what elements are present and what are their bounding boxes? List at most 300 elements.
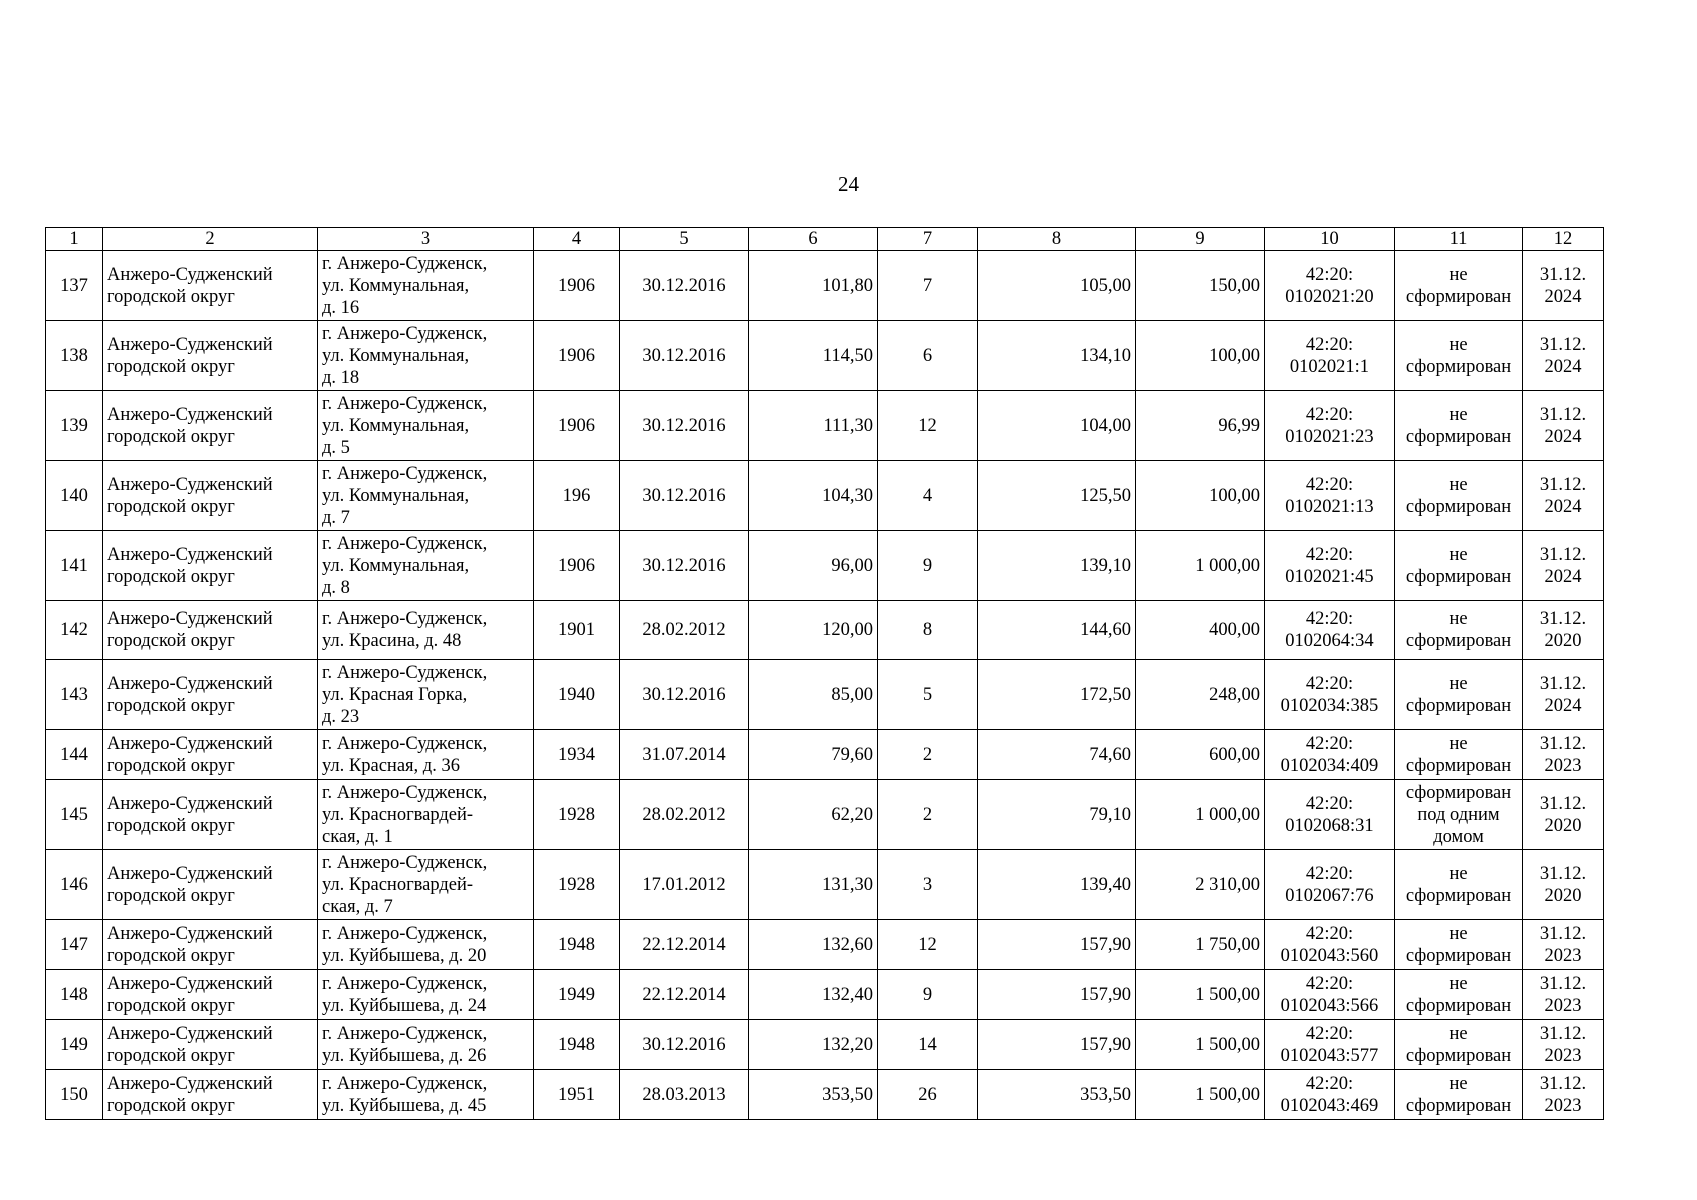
land-status-line: не [1449, 474, 1468, 495]
municipality: Анжеро-Судженский городской округ [103, 321, 318, 391]
deadline-date-line: 31.12. [1539, 1073, 1587, 1094]
table-row [46, 730, 1604, 780]
address-line: ская, д. 1 [322, 826, 393, 847]
cadastral-number-line: 0102043:560 [1280, 945, 1379, 966]
land-status-line: под одним [1417, 804, 1500, 825]
year-built: 1928 [534, 780, 620, 850]
row-number: 139 [46, 391, 103, 461]
deadline-date-line: 31.12. [1539, 404, 1587, 425]
municipality: Анжеро-Судженский городской округ [103, 531, 318, 601]
land-status [1395, 850, 1523, 920]
deadline-date-line: 31.12. [1539, 793, 1587, 814]
deadline-date [1523, 660, 1604, 730]
address-line: д. 8 [322, 577, 350, 598]
cadastral-number-line: 42:20: [1305, 973, 1354, 994]
land-status-line: сформирован [1405, 755, 1512, 776]
deadline-date [1523, 850, 1604, 920]
address [318, 730, 534, 780]
address-line: ул. Коммунальная, [322, 485, 470, 506]
recognition-date: 30.12.2016 [620, 461, 749, 531]
table-row [46, 251, 1604, 321]
cadastral-number [1265, 531, 1395, 601]
deadline-date-line: 2024 [1544, 426, 1582, 447]
row-number: 143 [46, 660, 103, 730]
row-number: 142 [46, 601, 103, 660]
deadline-date [1523, 970, 1604, 1020]
municipality: Анжеро-Судженский городской округ [103, 1070, 318, 1120]
table-row [46, 461, 1604, 531]
address-line: г. Анжеро-Судженск, [322, 609, 488, 629]
row-number: 145 [46, 780, 103, 850]
address-line: г. Анжеро-Судженск, [322, 533, 488, 554]
address-line: ул. Коммунальная, [322, 275, 470, 296]
value-col-9: 400,00 [1136, 601, 1265, 660]
cadastral-number-line: 0102021:1 [1289, 356, 1370, 377]
value-col-7: 2 [878, 780, 978, 850]
municipality: Анжеро-Судженский городской округ [103, 1020, 318, 1070]
value-col-7: 12 [878, 391, 978, 461]
value-col-8: 172,50 [978, 660, 1136, 730]
cadastral-number [1265, 970, 1395, 1020]
value-col-8: 79,10 [978, 780, 1136, 850]
row-number: 147 [46, 920, 103, 970]
row-number: 138 [46, 321, 103, 391]
cadastral-number-line: 42:20: [1305, 474, 1354, 495]
land-status-line: сформирован [1405, 995, 1512, 1016]
cadastral-number-line: 0102021:45 [1285, 566, 1374, 587]
column-header-4: 4 [534, 228, 620, 251]
value-col-7: 9 [878, 970, 978, 1020]
value-col-7: 12 [878, 920, 978, 970]
value-col-9: 1 500,00 [1136, 1020, 1265, 1070]
column-header-12: 12 [1523, 228, 1604, 251]
table-header [46, 228, 1604, 251]
deadline-date-line: 2020 [1544, 631, 1582, 651]
column-header-3: 3 [318, 228, 534, 251]
cadastral-number-line: 42:20: [1305, 334, 1354, 355]
land-status-line: сформирован [1405, 782, 1512, 803]
land-status [1395, 531, 1523, 601]
cadastral-number-line: 42:20: [1305, 404, 1354, 425]
column-header-7: 7 [878, 228, 978, 251]
land-status [1395, 461, 1523, 531]
address-line: д. 18 [322, 367, 360, 388]
value-col-7: 26 [878, 1070, 978, 1120]
year-built: 1951 [534, 1070, 620, 1120]
address-line: ул. Красная, д. 36 [322, 755, 460, 776]
address [318, 970, 534, 1020]
table-row [46, 920, 1604, 970]
table-row [46, 970, 1604, 1020]
value-col-6: 132,20 [749, 1020, 878, 1070]
land-status [1395, 970, 1523, 1020]
address [318, 660, 534, 730]
deadline-date-line: 2024 [1544, 566, 1582, 587]
deadline-date-line: 31.12. [1539, 334, 1587, 355]
address-line: г. Анжеро-Судженск, [322, 733, 488, 754]
cadastral-number [1265, 461, 1395, 531]
deadline-date [1523, 780, 1604, 850]
recognition-date: 22.12.2014 [620, 970, 749, 1020]
year-built: 1906 [534, 531, 620, 601]
value-col-9: 150,00 [1136, 251, 1265, 321]
deadline-date-line: 2020 [1544, 885, 1582, 906]
land-status-line: сформирован [1405, 426, 1512, 447]
column-header-5: 5 [620, 228, 749, 251]
deadline-date [1523, 920, 1604, 970]
municipality: Анжеро-Судженский городской округ [103, 970, 318, 1020]
cadastral-number [1265, 1020, 1395, 1070]
value-col-7: 5 [878, 660, 978, 730]
address [318, 920, 534, 970]
address-line: д. 16 [322, 297, 360, 318]
address-line: ул. Коммунальная, [322, 415, 470, 436]
table-row [46, 780, 1604, 850]
land-status-line: не [1449, 334, 1468, 355]
land-status-line: не [1449, 1023, 1468, 1044]
table-body [46, 251, 1604, 1120]
deadline-date-line: 2023 [1544, 945, 1582, 966]
cadastral-number-line: 42:20: [1305, 923, 1354, 944]
page-number: 24 [838, 172, 859, 196]
cadastral-number-line: 42:20: [1305, 733, 1354, 754]
address-line: ул. Красногвардей- [322, 804, 474, 825]
cadastral-number-line: 42:20: [1305, 264, 1354, 285]
address-line: ул. Куйбышева, д. 20 [322, 945, 487, 966]
address-line: ул. Красногвардей- [322, 874, 474, 895]
column-header-8: 8 [978, 228, 1136, 251]
deadline-date-line: 31.12. [1539, 863, 1587, 884]
deadline-date-line: 31.12. [1539, 923, 1587, 944]
value-col-7: 7 [878, 251, 978, 321]
value-col-6: 120,00 [749, 601, 878, 660]
value-col-7: 2 [878, 730, 978, 780]
recognition-date: 30.12.2016 [620, 321, 749, 391]
land-status [1395, 391, 1523, 461]
municipality: Анжеро-Судженский городской округ [103, 850, 318, 920]
municipality: Анжеро-Судженский городской округ [103, 601, 318, 660]
recognition-date: 17.01.2012 [620, 850, 749, 920]
cadastral-number-line: 42:20: [1305, 1023, 1354, 1044]
value-col-8: 157,90 [978, 970, 1136, 1020]
cadastral-number [1265, 780, 1395, 850]
value-col-6: 131,30 [749, 850, 878, 920]
municipality: Анжеро-Судженский городской округ [103, 780, 318, 850]
row-number: 150 [46, 1070, 103, 1120]
value-col-9: 1 500,00 [1136, 1070, 1265, 1120]
row-number: 140 [46, 461, 103, 531]
cadastral-number-line: 0102068:31 [1285, 815, 1374, 836]
address [318, 850, 534, 920]
value-col-7: 3 [878, 850, 978, 920]
recognition-date: 30.12.2016 [620, 391, 749, 461]
row-number: 146 [46, 850, 103, 920]
value-col-6: 62,20 [749, 780, 878, 850]
header-row [46, 228, 1604, 251]
value-col-8: 74,60 [978, 730, 1136, 780]
cadastral-number-line: 0102021:13 [1285, 496, 1374, 517]
land-status-line: сформирован [1405, 631, 1512, 651]
value-col-6: 101,80 [749, 251, 878, 321]
deadline-date [1523, 461, 1604, 531]
land-status-line: сформирован [1405, 566, 1512, 587]
cadastral-number [1265, 920, 1395, 970]
address-line: г. Анжеро-Судженск, [322, 253, 488, 274]
column-header-6: 6 [749, 228, 878, 251]
cadastral-number [1265, 1070, 1395, 1120]
address-line: г. Анжеро-Судженск, [322, 1073, 488, 1094]
land-status-line: сформирован [1405, 885, 1512, 906]
cadastral-number [1265, 601, 1395, 660]
municipality: Анжеро-Судженский городской округ [103, 660, 318, 730]
land-status [1395, 660, 1523, 730]
municipality: Анжеро-Судженский городской округ [103, 730, 318, 780]
value-col-9: 100,00 [1136, 461, 1265, 531]
land-status-line: не [1449, 404, 1468, 425]
cadastral-number-line: 0102021:23 [1285, 426, 1374, 447]
address [318, 1070, 534, 1120]
land-status-line: сформирован [1405, 945, 1512, 966]
cadastral-number-line: 42:20: [1305, 793, 1354, 814]
cadastral-number [1265, 730, 1395, 780]
land-status [1395, 601, 1523, 660]
cadastral-number-line: 0102064:34 [1285, 631, 1374, 651]
municipality: Анжеро-Судженский городской округ [103, 391, 318, 461]
deadline-date-line: 2023 [1544, 1095, 1582, 1116]
value-col-9: 1 000,00 [1136, 531, 1265, 601]
value-col-9: 1 500,00 [1136, 970, 1265, 1020]
value-col-7: 8 [878, 601, 978, 660]
cadastral-number [1265, 251, 1395, 321]
deadline-date-line: 31.12. [1539, 609, 1587, 629]
deadline-date-line: 2023 [1544, 755, 1582, 776]
address-line: г. Анжеро-Судженск, [322, 973, 488, 994]
value-col-6: 132,60 [749, 920, 878, 970]
value-col-6: 104,30 [749, 461, 878, 531]
year-built: 1948 [534, 920, 620, 970]
year-built: 1901 [534, 601, 620, 660]
deadline-date-line: 31.12. [1539, 673, 1587, 694]
year-built: 1906 [534, 321, 620, 391]
land-status-line: сформирован [1405, 356, 1512, 377]
value-col-7: 4 [878, 461, 978, 531]
cadastral-number-line: 0102043:469 [1280, 1095, 1379, 1116]
cadastral-number [1265, 850, 1395, 920]
cadastral-number-line: 42:20: [1305, 673, 1354, 694]
land-status-line: не [1449, 264, 1468, 285]
land-status-line: сформирован [1405, 1095, 1512, 1116]
address-line: ул. Коммунальная, [322, 555, 470, 576]
value-col-9: 600,00 [1136, 730, 1265, 780]
recognition-date: 28.03.2013 [620, 1070, 749, 1120]
cadastral-number-line: 42:20: [1305, 1073, 1354, 1094]
housing-registry-table [45, 227, 1604, 1120]
value-col-6: 132,40 [749, 970, 878, 1020]
land-status [1395, 780, 1523, 850]
year-built: 1949 [534, 970, 620, 1020]
land-status [1395, 1070, 1523, 1120]
land-status [1395, 321, 1523, 391]
value-col-8: 353,50 [978, 1070, 1136, 1120]
address-line: ул. Красина, д. 48 [322, 631, 462, 651]
deadline-date-line: 2024 [1544, 695, 1582, 716]
value-col-8: 104,00 [978, 391, 1136, 461]
land-status [1395, 1020, 1523, 1070]
value-col-9: 100,00 [1136, 321, 1265, 391]
deadline-date-line: 31.12. [1539, 544, 1587, 565]
address-line: г. Анжеро-Судженск, [322, 782, 488, 803]
deadline-date-line: 2023 [1544, 995, 1582, 1016]
table-row [46, 531, 1604, 601]
year-built: 1940 [534, 660, 620, 730]
land-status-line: не [1449, 973, 1468, 994]
address [318, 391, 534, 461]
recognition-date: 30.12.2016 [620, 660, 749, 730]
row-number: 148 [46, 970, 103, 1020]
deadline-date-line: 2024 [1544, 356, 1582, 377]
value-col-8: 144,60 [978, 601, 1136, 660]
table-row [46, 391, 1604, 461]
address [318, 461, 534, 531]
value-col-7: 14 [878, 1020, 978, 1070]
value-col-9: 2 310,00 [1136, 850, 1265, 920]
cadastral-number [1265, 321, 1395, 391]
address-line: ул. Куйбышева, д. 24 [322, 995, 487, 1016]
land-status [1395, 251, 1523, 321]
table-row [46, 1070, 1604, 1120]
value-col-8: 157,90 [978, 1020, 1136, 1070]
value-col-6: 111,30 [749, 391, 878, 461]
value-col-8: 139,40 [978, 850, 1136, 920]
deadline-date-line: 2024 [1544, 496, 1582, 517]
table-row [46, 850, 1604, 920]
municipality: Анжеро-Судженский городской округ [103, 251, 318, 321]
address-line: г. Анжеро-Судженск, [322, 852, 488, 873]
address-line: ул. Куйбышева, д. 26 [322, 1045, 487, 1066]
deadline-date [1523, 1020, 1604, 1070]
land-status-line: сформирован [1405, 1045, 1512, 1066]
value-col-8: 125,50 [978, 461, 1136, 531]
value-col-9: 248,00 [1136, 660, 1265, 730]
deadline-date [1523, 251, 1604, 321]
address-line: г. Анжеро-Судженск, [322, 662, 488, 683]
column-header-2: 2 [103, 228, 318, 251]
table-row [46, 1020, 1604, 1070]
value-col-6: 114,50 [749, 321, 878, 391]
cadastral-number [1265, 391, 1395, 461]
year-built: 1928 [534, 850, 620, 920]
address-line: д. 5 [322, 437, 350, 458]
year-built: 196 [534, 461, 620, 531]
deadline-date-line: 31.12. [1539, 733, 1587, 754]
deadline-date [1523, 391, 1604, 461]
deadline-date [1523, 321, 1604, 391]
row-number: 141 [46, 531, 103, 601]
cadastral-number-line: 42:20: [1305, 609, 1354, 629]
deadline-date [1523, 531, 1604, 601]
land-status [1395, 730, 1523, 780]
land-status-line: сформирован [1405, 286, 1512, 307]
address-line: ул. Красная Горка, [322, 684, 468, 705]
value-col-9: 96,99 [1136, 391, 1265, 461]
value-col-6: 79,60 [749, 730, 878, 780]
cadastral-number-line: 42:20: [1305, 863, 1354, 884]
address [318, 601, 534, 660]
land-status-line: не [1449, 923, 1468, 944]
cadastral-number-line: 0102043:566 [1280, 995, 1379, 1016]
deadline-date-line: 31.12. [1539, 973, 1587, 994]
land-status-line: сформирован [1405, 496, 1512, 517]
column-header-10: 10 [1265, 228, 1395, 251]
land-status-line: сформирован [1405, 695, 1512, 716]
cadastral-number-line: 0102021:20 [1285, 286, 1374, 307]
value-col-7: 9 [878, 531, 978, 601]
value-col-9: 1 750,00 [1136, 920, 1265, 970]
deadline-date-line: 31.12. [1539, 1023, 1587, 1044]
recognition-date: 28.02.2012 [620, 780, 749, 850]
cadastral-number-line: 0102034:409 [1280, 755, 1379, 776]
deadline-date [1523, 601, 1604, 660]
address [318, 321, 534, 391]
recognition-date: 31.07.2014 [620, 730, 749, 780]
recognition-date: 30.12.2016 [620, 531, 749, 601]
value-col-8: 157,90 [978, 920, 1136, 970]
cadastral-number-line: 0102043:577 [1280, 1045, 1379, 1066]
value-col-8: 105,00 [978, 251, 1136, 321]
column-header-9: 9 [1136, 228, 1265, 251]
column-header-11: 11 [1395, 228, 1523, 251]
year-built: 1906 [534, 391, 620, 461]
address-line: д. 23 [322, 706, 360, 727]
value-col-8: 139,10 [978, 531, 1136, 601]
address-line: д. 7 [322, 507, 350, 528]
recognition-date: 28.02.2012 [620, 601, 749, 660]
address-line: г. Анжеро-Судженск, [322, 923, 488, 944]
year-built: 1906 [534, 251, 620, 321]
deadline-date [1523, 1070, 1604, 1120]
row-number: 149 [46, 1020, 103, 1070]
column-header-1: 1 [46, 228, 103, 251]
municipality: Анжеро-Судженский городской округ [103, 461, 318, 531]
municipality: Анжеро-Судженский городской округ [103, 920, 318, 970]
value-col-8: 134,10 [978, 321, 1136, 391]
address [318, 531, 534, 601]
value-col-7: 6 [878, 321, 978, 391]
cadastral-number-line: 42:20: [1305, 544, 1354, 565]
value-col-9: 1 000,00 [1136, 780, 1265, 850]
value-col-6: 96,00 [749, 531, 878, 601]
deadline-date [1523, 730, 1604, 780]
deadline-date-line: 2024 [1544, 286, 1582, 307]
deadline-date-line: 31.12. [1539, 474, 1587, 495]
address-line: ская, д. 7 [322, 896, 393, 917]
land-status [1395, 920, 1523, 970]
address-line: г. Анжеро-Судженск, [322, 1023, 488, 1044]
cadastral-number-line: 0102067:76 [1285, 885, 1374, 906]
table-row [46, 601, 1604, 660]
deadline-date-line: 2020 [1544, 815, 1582, 836]
address-line: г. Анжеро-Судженск, [322, 463, 488, 484]
recognition-date: 30.12.2016 [620, 251, 749, 321]
cadastral-number-line: 0102034:385 [1280, 695, 1379, 716]
row-number: 137 [46, 251, 103, 321]
land-status-line: не [1449, 544, 1468, 565]
year-built: 1934 [534, 730, 620, 780]
address-line: г. Анжеро-Судженск, [322, 393, 488, 414]
table-row [46, 321, 1604, 391]
land-status-line: домом [1433, 826, 1484, 847]
land-status-line: не [1449, 863, 1468, 884]
